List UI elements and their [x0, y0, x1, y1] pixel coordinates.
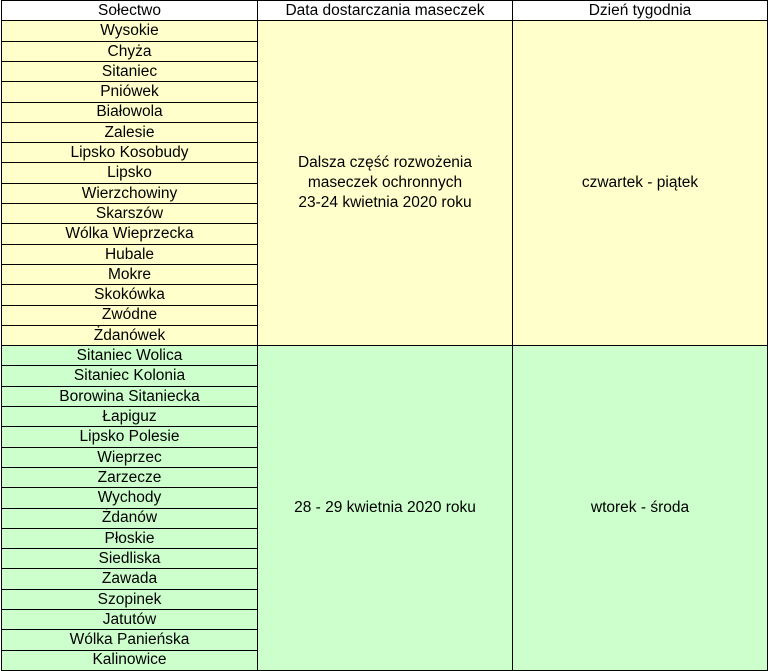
schedule-body	[2, 21, 768, 671]
village-cell: Zarzecze	[2, 467, 258, 487]
weekday-cell: czwartek - piątek	[513, 21, 768, 346]
village-cell: Hubale	[2, 244, 258, 264]
village-cell: Lipsko Polesie	[2, 427, 258, 447]
village-cell: Płoskie	[2, 528, 258, 548]
village-cell: Zwódne	[2, 305, 258, 325]
village-cell: Wieprzec	[2, 447, 258, 467]
village-cell: Lipsko	[2, 163, 258, 183]
village-cell: Szopinek	[2, 589, 258, 609]
village-cell: Zalesie	[2, 122, 258, 142]
village-cell: Mokre	[2, 264, 258, 284]
village-cell: Wierzchowiny	[2, 183, 258, 203]
header-solectwo: Sołectwo	[2, 1, 258, 21]
village-cell: Białowola	[2, 102, 258, 122]
village-cell: Wysokie	[2, 21, 258, 41]
table-row	[2, 346, 768, 366]
table-row	[2, 21, 768, 41]
weekday-cell: wtorek - środa	[513, 346, 768, 671]
village-cell: Pniówek	[2, 82, 258, 102]
header-delivery-date: Data dostarczania maseczek	[258, 1, 513, 21]
village-cell: Borowina Sitaniecka	[2, 386, 258, 406]
village-cell: Lipsko Kosobudy	[2, 143, 258, 163]
delivery-date-line: 28 - 29 kwietnia 2020 roku	[294, 498, 476, 516]
village-cell: Łapiguz	[2, 407, 258, 427]
village-cell: Żdanów	[2, 508, 258, 528]
delivery-schedule-table	[1, 0, 768, 671]
delivery-date-cell	[258, 21, 513, 346]
delivery-date-line: Dalsza część rozwożenia	[297, 154, 472, 172]
header-weekday: Dzień tygodnia	[513, 1, 768, 21]
village-cell: Kalinowice	[2, 650, 258, 670]
delivery-date-cell	[258, 346, 513, 671]
village-cell: Siedliska	[2, 549, 258, 569]
village-cell: Żdanówek	[2, 325, 258, 345]
village-cell: Wychody	[2, 488, 258, 508]
village-cell: Sitaniec Kolonia	[2, 366, 258, 386]
village-cell: Sitaniec Wolica	[2, 346, 258, 366]
village-cell: Jatutów	[2, 610, 258, 630]
village-cell: Skokówka	[2, 285, 258, 305]
village-cell: Skarszów	[2, 204, 258, 224]
delivery-date-line: maseczek ochronnych	[307, 174, 463, 192]
header-row	[2, 1, 768, 21]
village-cell: Chyża	[2, 41, 258, 61]
village-cell: Wólka Wieprzecka	[2, 224, 258, 244]
delivery-date-line: 23-24 kwietnia 2020 roku	[298, 194, 472, 212]
village-cell: Wólka Panieńska	[2, 630, 258, 650]
village-cell: Zawada	[2, 569, 258, 589]
village-cell: Sitaniec	[2, 61, 258, 81]
